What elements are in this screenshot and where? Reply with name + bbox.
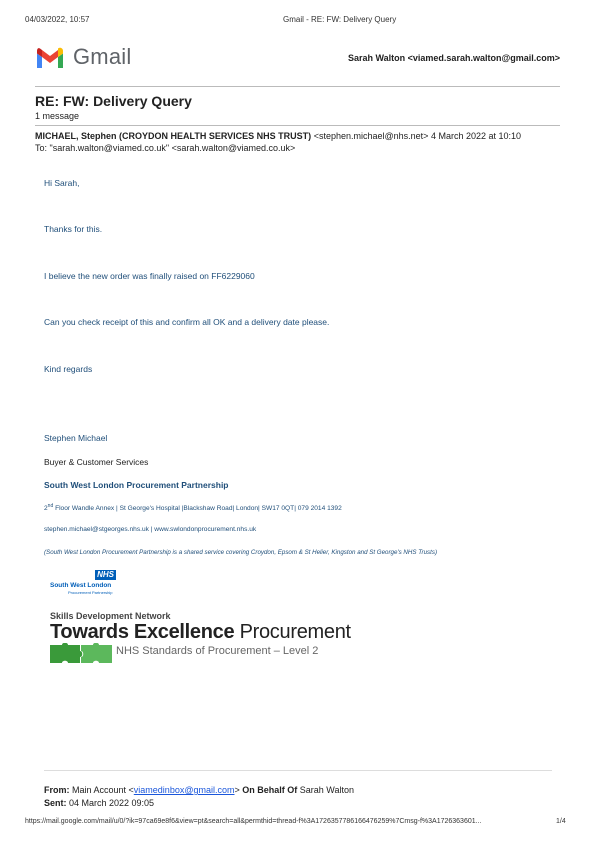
print-url: https://mail.google.com/mail/u/0/?ik=97ca69e8f6&view=pt&search=all&permthid=thread-f%3A1726357786166476259%7Cmsg-f%3A1726363601... bbox=[25, 818, 482, 825]
sdn-logo-title bbox=[50, 621, 351, 644]
sdn-logo-small: Skills Development Network bbox=[50, 611, 171, 621]
gmail-logo[interactable] bbox=[35, 44, 131, 70]
print-datetime: 04/03/2022, 10:57 bbox=[25, 15, 90, 24]
swl-logo-sub: Procurement Partnership bbox=[68, 590, 113, 595]
header-divider bbox=[35, 86, 560, 87]
forwarded-sent-label: Sent: bbox=[44, 798, 67, 808]
forwarded-behalf-name: Sarah Walton bbox=[297, 785, 354, 795]
sdn-title-bold: Towards Excellence bbox=[50, 621, 235, 643]
body-greeting: Hi Sarah, bbox=[44, 178, 80, 188]
body-line-request: Can you check receipt of this and confirm all OK and a delivery date please. bbox=[44, 317, 330, 327]
forwarded-from-close: > bbox=[234, 785, 240, 795]
address-floor-number: 2 bbox=[44, 505, 48, 513]
swl-logo-name: South West London bbox=[50, 582, 112, 589]
print-page-number: 1/4 bbox=[556, 818, 566, 825]
message-count: 1 message bbox=[35, 111, 80, 121]
sdn-level-bar bbox=[50, 643, 360, 663]
forwarded-sent-line bbox=[44, 798, 154, 808]
forwarded-from-email-link[interactable]: viamedinbox@gmail.com bbox=[133, 785, 235, 795]
signature-disclaimer: (South West London Procurement Partnership is a shared service covering Croydon, Epsom & St Helier, Kingston and St George's NHS Trusts) bbox=[44, 549, 438, 556]
body-line-thanks: Thanks for this. bbox=[44, 224, 103, 234]
nhs-badge: NHS bbox=[97, 570, 114, 579]
puzzle-icon bbox=[50, 643, 112, 663]
sdn-level-text: NHS Standards of Procurement – Level 2 bbox=[116, 645, 319, 657]
sender-email[interactable]: <stephen.michael@nhs.net> bbox=[313, 131, 429, 141]
address-rest: Floor Wandle Annex | St George's Hospital |Blackshaw Road| London| SW17 0QT| 079 2014 1392 bbox=[53, 505, 342, 513]
message-to-line: To: "sarah.walton@viamed.co.uk" <sarah.walton@viamed.co.uk> bbox=[35, 143, 296, 153]
forwarded-behalf-label: On Behalf Of bbox=[239, 785, 298, 795]
address-floor-suffix: nd bbox=[47, 503, 54, 509]
signature-links[interactable]: stephen.michael@stgeorges.nhs.uk | www.swlondonprocurement.nhs.uk bbox=[44, 526, 257, 533]
forwarded-from-name: Main Account < bbox=[69, 785, 134, 795]
print-title: Gmail - RE: FW: Delivery Query bbox=[283, 15, 397, 24]
sender-name: MICHAEL, Stephen (CROYDON HEALTH SERVICES NHS TRUST) bbox=[35, 131, 312, 141]
signature-name: Stephen Michael bbox=[44, 433, 108, 443]
subject-divider bbox=[35, 125, 560, 126]
message-date: 4 March 2022 at 10:10 bbox=[430, 131, 521, 141]
account-label: Sarah Walton <viamed.sarah.walton@gmail.com> bbox=[347, 53, 560, 63]
signature-org: South West London Procurement Partnership bbox=[44, 480, 229, 490]
swl-procurement-logo bbox=[46, 570, 118, 598]
gmail-wordmark: Gmail bbox=[73, 44, 132, 69]
signature-address bbox=[44, 503, 342, 512]
body-signoff: Kind regards bbox=[44, 364, 93, 374]
forwarded-from-label: From: bbox=[44, 785, 70, 795]
forward-divider bbox=[44, 770, 552, 771]
forwarded-from-line bbox=[44, 785, 354, 795]
sdn-title-rest: Procurement bbox=[234, 621, 351, 643]
signature-role: Buyer & Customer Services bbox=[44, 457, 149, 467]
thread-subject: RE: FW: Delivery Query bbox=[35, 93, 192, 109]
gmail-m-icon bbox=[35, 46, 65, 69]
forwarded-sent-value: 04 March 2022 09:05 bbox=[66, 798, 155, 808]
body-line-order: I believe the new order was finally raised on FF6229060 bbox=[44, 271, 255, 281]
message-from-line bbox=[35, 131, 521, 141]
